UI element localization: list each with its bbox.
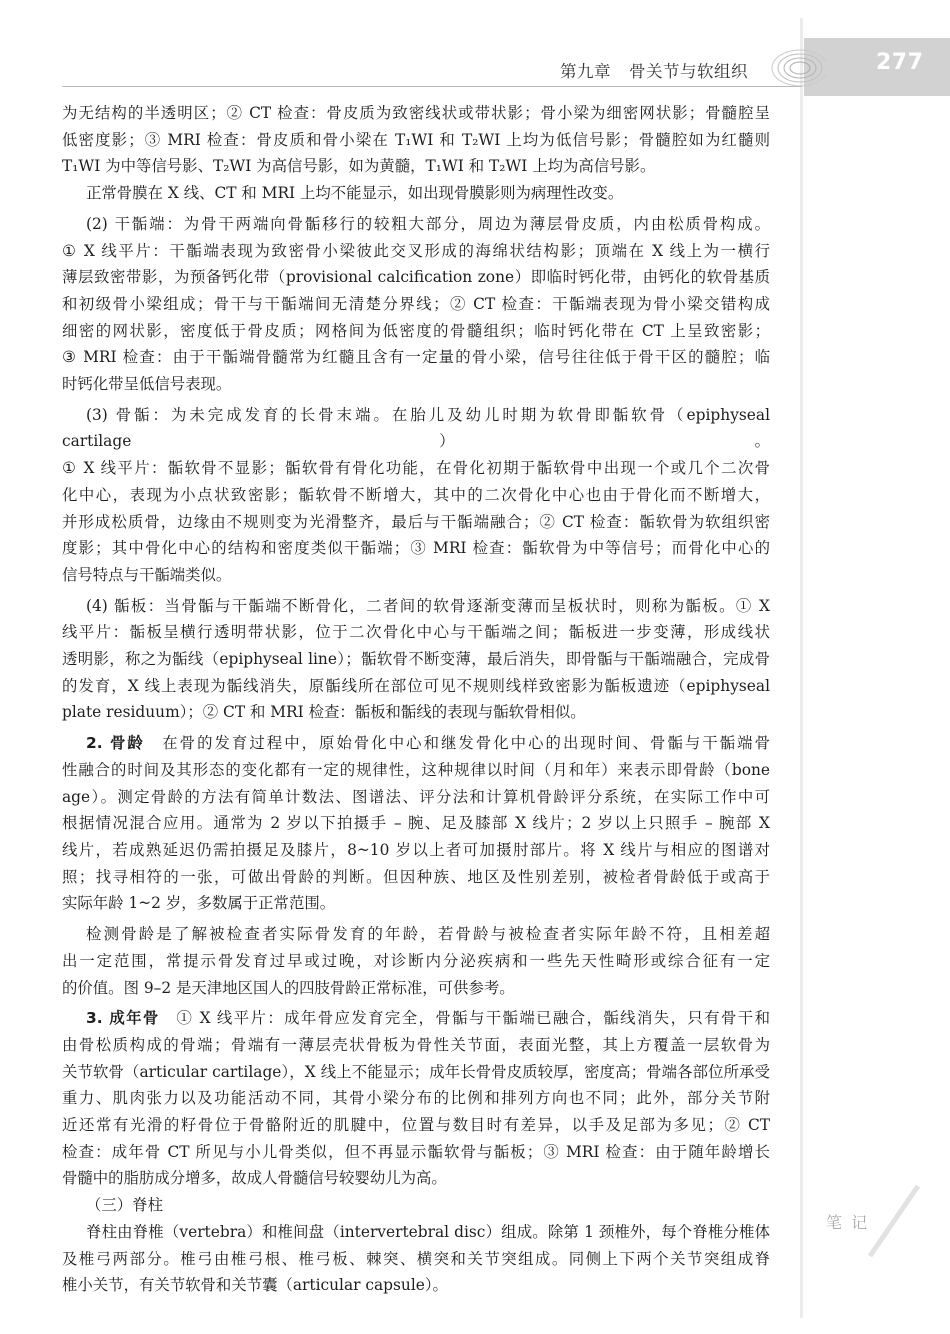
text-line: 度影；其中骨化中心的结构和密度类似干骺端；③ MRI 检查：骺软骨为中等信号；而骨化中心的 (62, 539, 770, 558)
text-line: 透明影，称之为骺线（epiphyseal line）；骺软骨不断变薄，最后消失，即骨骺与干骺端融合，完成骨 (62, 650, 770, 669)
text-line: 检查：成年骨 CT 所见与小儿骨类似，但不再显示骺软骨与骺板；③ MRI 检查：由于随年龄增长 (62, 1142, 770, 1161)
text-line: 的价值。图 9–2 是天津地区国人的四肢骨龄正常标准，可供参考。 (62, 978, 515, 997)
section-heading-adult-bone: 3. 成年骨 (86, 1009, 160, 1028)
text-line: 根据情况混合应用。通常为 2 岁以下拍摄手 – 腕、足及膝部 X 线片；2 岁以上只照手 – 腕部 X (62, 814, 770, 833)
text-line: 性融合的时间及其形态的变化都有一定的规律性，这种规律以时间（月和年）来表示即骨龄（bone (62, 760, 770, 779)
text-line: (2) 干骺端：为骨干两端向骨骺移行的较粗大部分，周边为薄层骨皮质，内由松质骨构成。 (86, 214, 770, 233)
text-line: 低密度影；③ MRI 检查：骨皮质和骨小梁在 T₁WI 和 T₂WI 上均为低信号影；骨髓腔如为红髓则 (62, 130, 770, 149)
text-line: 及椎弓两部分。椎弓由椎弓根、椎弓板、棘突、横突和关节突组成。同侧上下两个关节突组成脊 (62, 1249, 770, 1268)
text-line: (3) 骨骺：为未完成发育的长骨末端。在胎儿及幼儿时期为软骨即骺软骨（epiphyseal cartilage）。 (62, 405, 770, 451)
text-line: ① X 线平片：干骺端表现为致密骨小梁彼此交叉形成的海绵状结构影；顶端在 X 线上为一横行 (62, 241, 770, 260)
text-line: 脊柱由脊椎（vertebra）和椎间盘（intervertebral disc）组成。除第 1 颈椎外，每个脊椎分椎体 (86, 1222, 770, 1241)
margin-slash-icon (862, 1180, 922, 1260)
text-line: 出一定范围，常提示骨发育过早或过晚，对诊断内分泌疾病和一些先天性畸形或综合征有一定 (62, 951, 770, 970)
text-line: T₁WI 为中等信号影、T₂WI 为高信号影，如为黄髓，T₁WI 和 T₂WI 上均为高信号影。 (62, 157, 656, 176)
text-line: 并形成松质骨，边缘由不规则变为光滑整齐，最后与干骺端融合；② CT 检查：骺软骨为软组织密 (62, 512, 770, 531)
text-line: 线平片：骺板呈横行透明带状影，位于二次骨化中心与干骺端之间；骺板进一步变薄，形成线状 (62, 623, 770, 642)
text-line: ③ MRI 检查：由于干骺端骨髓常为红髓且含有一定量的骨小梁，信号往往低于骨干区的髓腔；临 (62, 348, 770, 367)
text-line: plate residuum）；② CT 和 MRI 检查：骺板和骺线的表现与骺软骨相似。 (62, 703, 586, 722)
text-line: 椎小关节，有关节软骨和关节囊（articular capsule）。 (62, 1276, 448, 1295)
text-line: 薄层致密带影，为预备钙化带（provisional calcification zone）即临时钙化带，由钙化的软骨基质 (62, 268, 770, 287)
text-line: 信号特点与干骺端类似。 (62, 565, 232, 584)
text-line: 时钙化带呈低信号表现。 (62, 375, 232, 394)
text-line: 实际年龄 1~2 岁，多数属于正常范围。 (62, 894, 336, 913)
text-line: 线片，若成熟延迟仍需拍摄足及膝片，8~10 岁以上者可加摄肘部片。将 X 线片与相应的图谱对 (62, 840, 770, 859)
text-line: 的发育，X 线上表现为骺线消失，原骺线所在部位可见不规则线样致密影为骺板遗迹（epiphyseal (62, 676, 770, 695)
text-line: 由骨松质构成的骨端；骨端有一薄层壳状骨板为骨性关节面，表面光整，其上方覆盖一层软骨为 (62, 1035, 770, 1054)
margin-notes-label: 笔 记 (826, 1213, 870, 1232)
running-header (560, 58, 748, 82)
text-span: ① X 线平片：成年骨应发育完全，骨骺与干骺端已融合，骺线消失，只有骨干和 (176, 1009, 770, 1028)
text-line (62, 1005, 770, 1032)
text-line: 重力、肌肉张力以及功能活动不同，其骨小梁分布的比例和排列方向也不同；此外，部分关节附 (62, 1089, 770, 1108)
text-line: 细密的网状影，密度低于骨皮质；网格间为低密度的骨髓组织；临时钙化带在 CT 上呈致密影； (62, 321, 770, 340)
text-span: 在骨的发育过程中，原始骨化中心和继发骨化中心的出现时间、骨骺与干骺端骨 (162, 734, 770, 753)
body-text (62, 100, 770, 1299)
text-line: (4) 骺板：当骨骺与干骺端不断骨化，二者间的软骨逐渐变薄而呈板状时，则称为骺板。① X (86, 596, 770, 615)
text-line: age）。测定骨龄的方法有简单计数法、图谱法、评分法和计算机骨龄评分系统，在实际工作中可 (62, 787, 770, 806)
margin-rule (800, 18, 803, 1318)
header-rule (62, 86, 802, 87)
text-line: 化中心，表现为小点状致密影；骺软骨不断增大，其中的二次骨化中心也由于骨化而不断增大， (62, 485, 770, 504)
swirl-decoration-icon (766, 36, 826, 100)
text-line: 检测骨龄是了解被检查者实际骨发育的年龄，若骨龄与被检查者实际年龄不符，且相差超 (86, 925, 770, 944)
text-line: 和初级骨小梁组成；骨干与干骺端间无清楚分界线；② CT 检查：干骺端表现为骨小梁交错构成 (62, 294, 770, 313)
text-line: 为无结构的半透明区；② CT 检查：骨皮质为致密线状或带状影；骨小梁为细密网状影；骨髓腔呈 (62, 104, 770, 122)
text-line (62, 730, 770, 757)
text-line: 骨髓中的脂肪成分增多，故成人骨髓信号较婴幼儿为高。 (62, 1169, 447, 1188)
chapter-title: 骨关节与软组织 (629, 62, 748, 81)
page-number: 277 (876, 50, 924, 75)
section-heading-spine: （三）脊柱 (86, 1196, 163, 1215)
text-line: 关节软骨（articular cartilage），X 线上不能显示；成年长骨骨皮质较厚，密度高；骨端各部位所承受 (62, 1062, 770, 1081)
text-line: 照；找寻相符的一张，可做出骨龄的判断。但因种族、地区及性别差别，被检者骨龄低于或高于 (62, 867, 770, 886)
chapter-number: 第九章 (560, 62, 611, 81)
text-line: 正常骨膜在 X 线、CT 和 MRI 上均不能显示，如出现骨膜影则为病理性改变。 (86, 184, 624, 203)
text-line: 近还常有光滑的籽骨位于骨骼附近的肌腱中，位置与数目时有差异，以手及足部为多见；② CT (62, 1116, 770, 1135)
section-heading-bone-age: 2. 骨龄 (86, 734, 145, 753)
text-line: ① X 线平片：骺软骨不显影；骺软骨有骨化功能，在骨化初期于骺软骨中出现一个或几个二次骨 (62, 459, 770, 478)
